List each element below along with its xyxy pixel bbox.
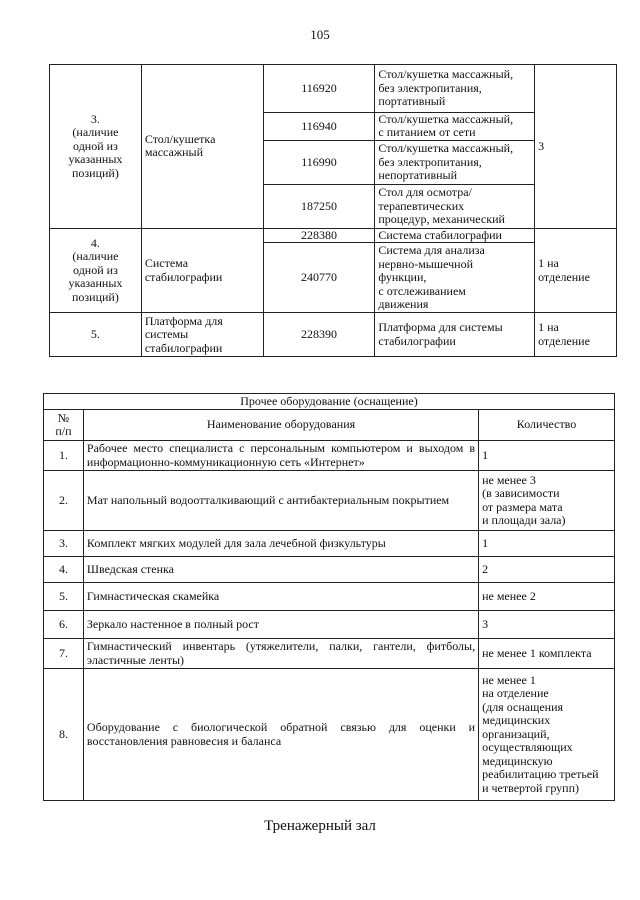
table-row <box>44 557 615 583</box>
section-title: Тренажерный зал <box>264 818 376 834</box>
other-equipment-table <box>43 393 615 801</box>
row-quantity: не менее 2 <box>479 583 615 611</box>
table-row <box>50 228 617 242</box>
row-name: Гимнастический инвентарь (утяжелители, палки, гантели, фитболы, эластичные ленты) <box>83 639 478 669</box>
row-number: 8. <box>44 669 84 801</box>
item-code: 228390 <box>263 313 375 357</box>
row-quantity: не менее 3 (в зависимости от размера мата и площади зала) <box>479 471 615 531</box>
row-number: 2. <box>44 471 84 531</box>
item-code: 116990 <box>263 140 375 184</box>
item-description: Стол для осмотра/ терапевтических процедур, механический <box>375 184 535 228</box>
row-name: Комплект мягких модулей для зала лечебной физкультуры <box>83 531 478 557</box>
group-number: 5. <box>50 313 142 357</box>
row-name: Гимнастическая скамейка <box>83 583 478 611</box>
item-description: Стол/кушетка массажный, без электропитания, непортативный <box>375 140 535 184</box>
table-row <box>44 531 615 557</box>
item-code: 116920 <box>263 65 375 113</box>
group-name: Система стабилографии <box>141 228 263 312</box>
group-number: 4. (наличие одной из указанных позиций) <box>50 228 142 312</box>
table-row <box>50 65 617 113</box>
row-number: 6. <box>44 611 84 639</box>
table-row <box>44 669 615 801</box>
row-name: Оборудование с биологической обратной связью для оценки и восстановления равновесия и баланса <box>83 669 478 801</box>
table-row <box>44 471 615 531</box>
item-code: 240770 <box>263 243 375 313</box>
item-description: Система стабилографии <box>375 228 535 242</box>
header-qty: Количество <box>479 410 615 441</box>
row-name: Мат напольный водоотталкивающий с антибактериальным покрытием <box>83 471 478 531</box>
group-name: Стол/кушетка массажный <box>141 65 263 229</box>
row-name: Шведская стенка <box>83 557 478 583</box>
row-quantity: 2 <box>479 557 615 583</box>
header-name: Наименование оборудования <box>83 410 478 441</box>
row-quantity: 3 <box>479 611 615 639</box>
equipment-codes-table <box>49 64 617 357</box>
page-number: 105 <box>310 27 330 42</box>
item-description: Стол/кушетка массажный, с питанием от сети <box>375 113 535 141</box>
row-name: Зеркало настенное в полный рост <box>83 611 478 639</box>
group-number: 3. (наличие одной из указанных позиций) <box>50 65 142 229</box>
item-code: 228380 <box>263 228 375 242</box>
row-number: 7. <box>44 639 84 669</box>
row-number: 4. <box>44 557 84 583</box>
table-row <box>44 441 615 471</box>
group-quantity: 3 <box>535 65 617 229</box>
row-quantity: не менее 1 комплекта <box>479 639 615 669</box>
row-number: 5. <box>44 583 84 611</box>
row-quantity: 1 <box>479 531 615 557</box>
group-quantity: 1 на отделение <box>535 313 617 357</box>
group-quantity: 1 на отделение <box>535 228 617 312</box>
row-number: 1. <box>44 441 84 471</box>
row-quantity: 1 <box>479 441 615 471</box>
table-row <box>44 639 615 669</box>
table-header-row <box>44 410 615 441</box>
row-number: 3. <box>44 531 84 557</box>
item-description: Система для анализа нервно-мышечной функции, с отслеживанием движения <box>375 243 535 313</box>
item-code: 116940 <box>263 113 375 141</box>
table-caption: Прочее оборудование (оснащение) <box>44 394 615 410</box>
table-caption-row <box>44 394 615 410</box>
table-row <box>44 583 615 611</box>
table-row <box>44 611 615 639</box>
item-description: Платформа для системы стабилографии <box>375 313 535 357</box>
item-description: Стол/кушетка массажный, без электропитания, портативный <box>375 65 535 113</box>
row-name: Рабочее место специалиста с персональным компьютером и выходом в информационно-коммуникационную сеть «Интернет» <box>83 441 478 471</box>
header-num: № п/п <box>44 410 84 441</box>
group-name: Платформа для системы стабилографии <box>141 313 263 357</box>
table-row <box>50 313 617 357</box>
item-code: 187250 <box>263 184 375 228</box>
row-quantity: не менее 1 на отделение (для оснащения медицинских организаций, осуществляющих медицинскую реабилитацию третьей и четвертой групп) <box>479 669 615 801</box>
